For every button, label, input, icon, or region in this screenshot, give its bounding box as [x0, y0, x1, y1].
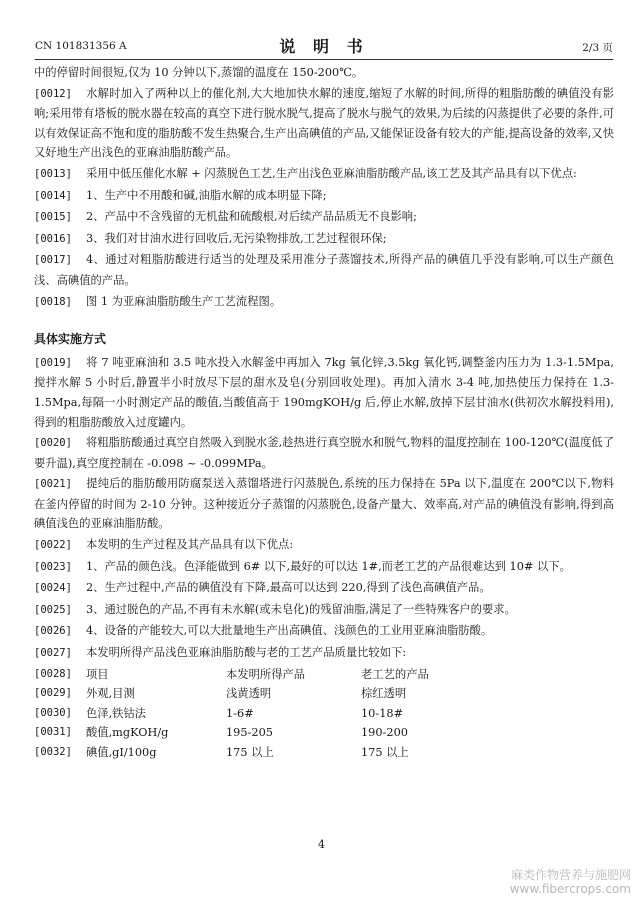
paragraph: [34, 84, 614, 163]
patent-number: CN 101831356 A: [35, 40, 127, 52]
table-row: [34, 704, 614, 724]
paragraph: [34, 250, 614, 290]
table-cell: 酸值,mgKOH/g: [86, 726, 169, 740]
paragraph: [34, 621, 614, 642]
paragraph: [34, 474, 614, 534]
paragraph: [34, 164, 614, 185]
paragraph-number: [0025]: [34, 603, 72, 616]
paragraph-text: 2、生产过程中,产品的碘值没有下降,最高可以达到 220,得到了浅色高碘值产品。: [86, 581, 491, 595]
paragraph: [34, 186, 614, 207]
paragraph-text: 4、通过对粗脂肪酸进行适当的处理及采用准分子蒸馏技术,所得产品的碘值几乎没有影响,可以生产颜色浅、高碘值的产品。: [34, 253, 614, 287]
table-cell: 1-6#: [226, 706, 254, 720]
paragraph-number: [0031]: [34, 726, 72, 739]
watermark-logo: [510, 868, 631, 896]
paragraph: [34, 353, 614, 432]
paragraph-text: 2、产品中不含残留的无机盐和硫酸根,对后续产品品质无不良影响;: [86, 210, 417, 224]
paragraph: [34, 557, 614, 578]
header-rule: [35, 59, 613, 60]
table-row: [34, 684, 614, 704]
paragraph-text: 4、设备的产能较大,可以大批量地生产出高碘值、浅颜色的工业用亚麻油脂肪酸。: [86, 624, 493, 638]
paragraph-number: [0028]: [34, 667, 72, 680]
paragraph-text: 将 7 吨亚麻油和 3.5 吨水投入水解釜中再加入 7kg 氧化锌,3.5kg 氧化钙,调整釜内压力为 1.3-1.5Mpa,搅拌水解 5 小时后,静置半小时放尽下层的甜水及皂(分别回收处理)。再加入清水 3-4 吨,加热使压力保持在 1.3-1.5Mpa,每隔一小时测定产品的酸值,当酸值高于 190mgKOH/g 后,停止水解,放掉下层甘油水(供初次水解投料用),得到的粗脂肪酸放入过度罐内。: [34, 355, 614, 429]
paragraph: [34, 600, 614, 621]
paragraph: [34, 578, 614, 599]
paragraph-number: [0017]: [34, 254, 72, 267]
paragraph-number: [0018]: [34, 295, 72, 308]
paragraph: [34, 207, 614, 228]
watermark-title: 麻类作物营养与施肥网: [510, 868, 631, 882]
paragraph-number: [0032]: [34, 746, 72, 758]
paragraph-number: [0015]: [34, 211, 72, 224]
page-header: [35, 34, 613, 58]
table-cell: 本发明所得产品: [226, 667, 306, 681]
paragraph: [34, 535, 614, 556]
paragraph-text: 本发明的生产过程及其产品具有以下优点:: [86, 538, 294, 552]
paragraph-number: [0029]: [34, 687, 72, 700]
table-cell: 棕红透明: [361, 687, 407, 701]
table-cell: 外观,目测: [86, 687, 135, 701]
table-cell: 175 以上: [361, 746, 409, 759]
paragraph-continuation: 中的停留时间很短,仅为 10 分钟以下,蒸馏的温度在 150-200℃。: [34, 66, 364, 79]
paragraph-number: [0013]: [34, 167, 72, 180]
paragraph-number: [0023]: [34, 560, 72, 573]
paragraph-number: [0014]: [34, 189, 72, 202]
paragraph-text: 3、通过脱色的产品,不再有未水解(或未皂化)的残留油脂,满足了一些特殊客户的要求。: [86, 602, 516, 616]
paragraph-text: 1、产品的颜色浅。色泽能做到 6# 以下,最好的可以达 1#,而老工艺的产品很难达到 10# 以下。: [86, 559, 571, 573]
table-cell: 195-205: [226, 726, 273, 740]
table-cell: 10-18#: [361, 706, 404, 720]
document-title: 说 明 书: [279, 37, 369, 56]
paragraph-text: 水解时加入了两种以上的催化剂,大大地加快水解的速度,缩短了水解的时间,所得的粗脂肪酸的碘值没有影响;采用带有塔板的脱水器在较高的真空下进行脱水脱气,提高了脱水与脱气的效果,为后续的闪蒸提供了必要的条件,可以有效保证高不饱和度的脂肪酸不发生热聚合,生产出高碘值的产品,又能保证设备有较大的产能,提高设备的效率,又快又好地生产出浅色的亚麻油脂肪酸产品。: [34, 86, 614, 160]
paragraph-number: [0019]: [34, 356, 72, 369]
paragraph-text: 采用中低压催化水解 + 闪蒸脱色工艺,生产出浅色亚麻油脂肪酸产品,该工艺及其产品具有以下优点:: [86, 166, 577, 180]
paragraph-text: 将粗脂肪酸通过真空自然吸入到脱水釜,趁热进行真空脱水和脱气,物料的温度控制在 100-120℃(温度低了要升温),真空度控制在 -0.098 ~ -0.099MPa。: [34, 436, 614, 470]
paragraph-number: [0012]: [34, 87, 72, 100]
paragraph-text: 1、生产中不用酸和碱,油脂水解的成本明显下降;: [86, 188, 327, 202]
paragraph-number: [0022]: [34, 539, 72, 552]
paragraph-text: 3、我们对甘油水进行回收后,无污染物排放,工艺过程很环保;: [86, 231, 387, 245]
paragraph: [34, 229, 614, 250]
paragraph-number: [0016]: [34, 232, 72, 245]
paragraph-group-1: [34, 84, 614, 313]
table-cell: 碘值,gI/100g: [86, 746, 157, 759]
table-cell: 浅黄透明: [226, 687, 272, 701]
paragraph-number: [0026]: [34, 625, 72, 638]
paragraph: [34, 643, 614, 664]
table-cell: 190-200: [361, 726, 408, 740]
paragraph-text: 本发明所得产品浅色亚麻油脂肪酸与老的工艺产品质量比较如下:: [86, 646, 407, 660]
paragraph-text: 图 1 为亚麻油脂肪酸生产工艺流程图。: [86, 294, 282, 308]
paragraph-group-2: [34, 353, 614, 664]
paragraph: [34, 433, 614, 473]
page-indicator: 2/3 页: [582, 42, 613, 54]
table-cell: 色泽,铁钴法: [86, 706, 147, 720]
paragraph-text: 提纯后的脂肪酸用防腐泵送入蒸馏塔进行闪蒸脱色,系统的压力保持在 5Pa 以下,温度在 200℃以下,物料在釜内停留的时间为 2-10 分钟。这种接近分子蒸馏的闪蒸脱色,设备产量大、效率高,对产品的碘值没有影响,得到高碘值浅色的亚麻油脂肪酸。: [34, 477, 614, 531]
document-body: [34, 63, 614, 763]
section-heading: 具体实施方式: [34, 332, 107, 347]
paragraph-number: [0020]: [34, 437, 72, 450]
table-cell: 老工艺的产品: [361, 667, 429, 681]
watermark-url: www.fibercrops.com: [509, 882, 631, 896]
table-row: [34, 743, 614, 763]
table-row: [34, 723, 614, 743]
table-cell: 175 以上: [226, 746, 274, 759]
table-row: [34, 665, 614, 685]
table-cell: 项目: [86, 667, 109, 681]
paragraph-number: [0027]: [34, 647, 72, 660]
paragraph: [34, 292, 614, 313]
paragraph-number: [0030]: [34, 706, 72, 719]
paragraph-number: [0024]: [34, 582, 72, 595]
paragraph-number: [0021]: [34, 478, 72, 491]
page-number: 4: [318, 838, 325, 851]
comparison-table: [34, 665, 614, 763]
